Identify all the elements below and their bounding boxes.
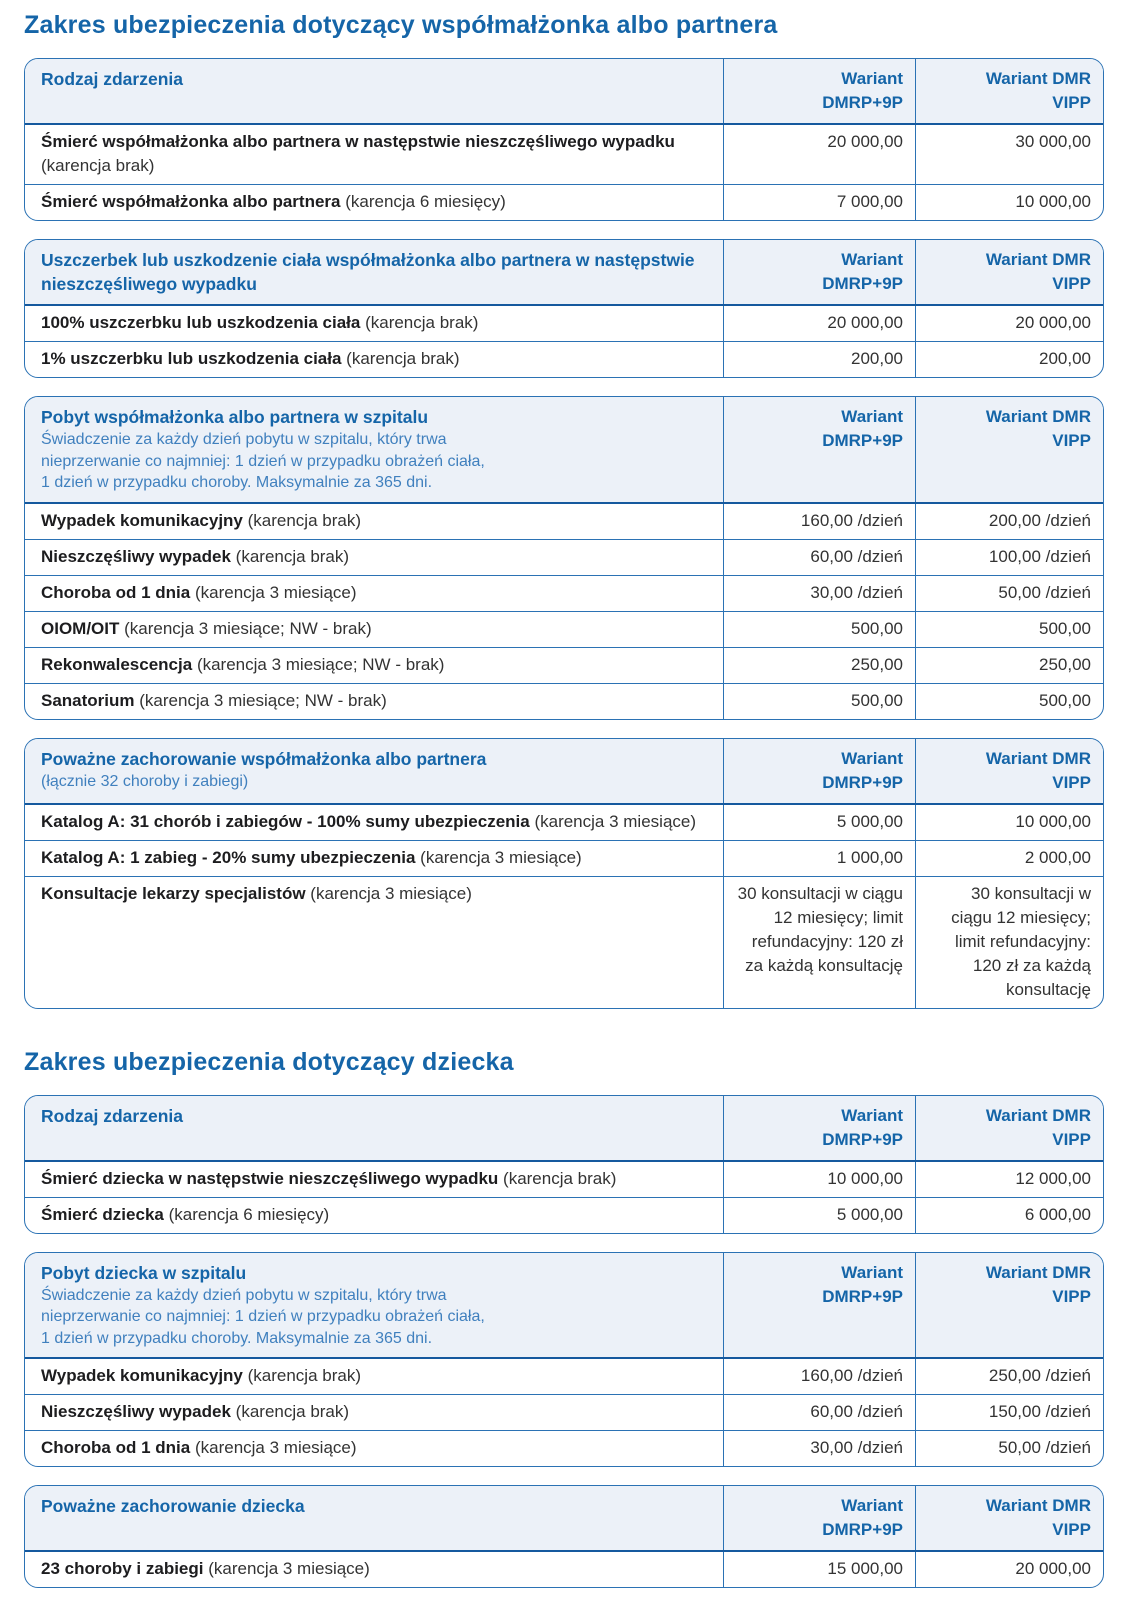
value-dmrp9p: 7 000,00 (723, 185, 915, 220)
column-header-variant-dmr-vipp (915, 397, 1103, 502)
value-dmr-vipp: 200,00 /dzień (915, 504, 1103, 539)
value-dmr-vipp: 50,00 /dzień (915, 1431, 1103, 1466)
row-label: Katalog A: 1 zabieg - 20% sumy ubezpieczenia (41, 847, 416, 867)
table-row (25, 647, 1103, 683)
table-subtitle-line: (łącznie 32 choroby i zabiegi) (41, 772, 249, 790)
column-header-line: DMRP+9P (822, 772, 903, 792)
value-dmr-vipp: 500,00 (915, 612, 1103, 647)
row-note: (karencja brak) (247, 510, 361, 530)
table-subtitle-line: 1 dzień w przypadku choroby. Maksymalnie za 365 dni. (41, 474, 433, 491)
table-header-row (25, 1486, 1103, 1552)
row-label-cell (25, 576, 723, 611)
value-dmrp9p: 250,00 (723, 648, 915, 683)
row-note: (karencja 3 miesiące) (420, 847, 582, 867)
value-dmrp9p: 20 000,00 (723, 125, 915, 184)
table-subtitle-line: nieprzerwanie co najmniej: 1 dzień w przypadku obrażeń ciała, (41, 1308, 485, 1325)
column-header-variant-dmr-vipp (915, 739, 1103, 803)
column-header-line: Wariant DMR (985, 250, 1091, 269)
value-dmr-vipp: 250,00 (915, 648, 1103, 683)
table-title-cell (25, 59, 723, 123)
value-dmrp9p: 160,00 /dzień (723, 504, 915, 539)
column-header-line: DMRP+9P (822, 431, 903, 450)
row-note: (karencja 3 miesiące) (194, 1438, 357, 1457)
value-dmr-vipp: 30 konsultacji w ciągu 12 miesięcy; limit refundacyjny: 120 zł za każdą konsultację (915, 877, 1103, 1008)
row-note: (karencja brak) (235, 1402, 350, 1421)
row-label: 1% uszczerbku lub uszkodzenia ciała (41, 349, 342, 368)
row-note: (karencja 6 miesięcy) (168, 1204, 330, 1224)
row-label-cell (25, 1395, 723, 1430)
row-note: (karencja 3 miesiące; NW - brak) (124, 618, 372, 638)
table-title: Poważne zachorowanie współmałżonka albo partnera (41, 748, 487, 769)
row-label-cell (25, 306, 723, 341)
value-dmr-vipp: 6 000,00 (915, 1198, 1103, 1233)
value-dmrp9p: 200,00 (723, 342, 915, 377)
column-header-line: VIPP (1052, 431, 1091, 450)
column-header-variant-dmrp9p (723, 240, 915, 304)
column-header-variant-dmrp9p (723, 1096, 915, 1160)
table-title: Uszczerbek lub uszkodzenie ciała współmałżonka albo partnera w następstwie nieszczęśliwego wypadku (41, 250, 695, 294)
row-label-cell (25, 540, 723, 575)
row-note: (karencja 3 miesiące) (534, 811, 697, 831)
column-header-line: DMRP+9P (822, 274, 903, 293)
column-header-line: VIPP (1052, 1129, 1091, 1149)
row-label: Nieszczęśliwy wypadek (41, 1402, 231, 1421)
row-label: 100% uszczerbku lub uszkodzenia ciała (41, 313, 361, 332)
column-header-line: Wariant (841, 1262, 903, 1282)
table-header-row (25, 240, 1103, 306)
table-header-row (25, 1096, 1103, 1162)
table-subtitle-line: Świadczenie za każdy dzień pobytu w szpitalu, który trwa (41, 1286, 447, 1304)
row-label: Śmierć dziecka w następstwie nieszczęśliwego wypadku (41, 1168, 499, 1188)
table-row (25, 184, 1103, 220)
value-dmrp9p: 160,00 /dzień (723, 1359, 915, 1394)
row-label: Wypadek komunikacyjny (41, 1366, 243, 1385)
row-label-cell (25, 125, 723, 184)
column-header-line: Wariant DMR (985, 69, 1091, 88)
row-label-cell (25, 1431, 723, 1466)
table-header-row (25, 739, 1103, 805)
row-note: (karencja brak) (41, 156, 155, 175)
value-dmr-vipp: 50,00 /dzień (915, 576, 1103, 611)
value-dmrp9p: 500,00 (723, 612, 915, 647)
row-note: (karencja 3 miesiące; NW - brak) (196, 654, 445, 674)
table-subtitle-line: Świadczenie za każdy dzień pobytu w szpitalu, który trwa (41, 431, 447, 448)
column-header-variant-dmr-vipp (915, 59, 1103, 123)
table-title: Rodzaj zdarzenia (41, 69, 183, 89)
value-dmrp9p: 60,00 /dzień (723, 1395, 915, 1430)
row-label: Wypadek komunikacyjny (41, 510, 243, 530)
row-note: (karencja brak) (346, 349, 460, 368)
row-label: Śmierć współmałżonka albo partnera w następstwie nieszczęśliwego wypadku (41, 132, 675, 151)
value-dmrp9p: 500,00 (723, 684, 915, 719)
value-dmr-vipp: 2 000,00 (915, 841, 1103, 876)
column-header-line: Wariant DMR (985, 407, 1091, 426)
column-header-line: Wariant DMR (985, 1262, 1091, 1282)
table-header-row (25, 397, 1103, 504)
table-row (25, 1430, 1103, 1466)
column-header-variant-dmrp9p (723, 739, 915, 803)
section-title-child: Zakres ubezpieczenia dotyczący dziecka (24, 1047, 514, 1076)
row-label-cell (25, 684, 723, 719)
column-header-line: Wariant (841, 250, 903, 269)
table-row (25, 575, 1103, 611)
row-label: Katalog A: 31 chorób i zabiegów - 100% sumy ubezpieczenia (41, 811, 530, 831)
column-header-line: Wariant DMR (985, 1496, 1091, 1515)
table-row (25, 805, 1103, 840)
table-header-row (25, 59, 1103, 125)
row-label: Nieszczęśliwy wypadek (41, 546, 231, 566)
value-dmrp9p: 1 000,00 (723, 841, 915, 876)
row-label: Choroba od 1 dnia (41, 1438, 191, 1457)
table-spouse-injury (24, 239, 1104, 378)
table-title: Rodzaj zdarzenia (41, 1105, 183, 1126)
table-child-serious-illness (24, 1485, 1104, 1588)
table-row (25, 840, 1103, 876)
table-row (25, 876, 1103, 1008)
row-label: Sanatorium (41, 690, 135, 710)
table-header-row (25, 1253, 1103, 1360)
table-spouse-event-type (24, 58, 1104, 221)
table-title: Pobyt współmałżonka albo partnera w szpitalu (41, 407, 429, 427)
table-row (25, 1394, 1103, 1430)
value-dmr-vipp: 100,00 /dzień (915, 540, 1103, 575)
value-dmr-vipp: 10 000,00 (915, 185, 1103, 220)
row-label-cell (25, 342, 723, 377)
row-note: (karencja 3 miesiące; NW - brak) (139, 690, 387, 710)
row-label-cell (25, 504, 723, 539)
value-dmrp9p: 10 000,00 (723, 1162, 915, 1197)
table-spouse-hospital-stay (24, 396, 1104, 720)
value-dmrp9p: 5 000,00 (723, 805, 915, 840)
table-row (25, 683, 1103, 719)
table-row (25, 539, 1103, 575)
column-header-variant-dmrp9p (723, 1486, 915, 1550)
table-row (25, 341, 1103, 377)
row-label-cell (25, 1162, 723, 1197)
column-header-variant-dmr-vipp (915, 1096, 1103, 1160)
table-title-cell (25, 739, 723, 803)
table-title-cell (25, 1253, 723, 1358)
row-label: Konsultacje lekarzy specjalistów (41, 883, 306, 903)
row-label-cell (25, 185, 723, 220)
column-header-variant-dmrp9p (723, 59, 915, 123)
table-row (25, 504, 1103, 539)
row-label-cell (25, 612, 723, 647)
column-header-line: Wariant DMR (985, 748, 1091, 768)
row-note: (karencja 3 miesiące) (310, 883, 472, 903)
column-header-line: VIPP (1052, 772, 1091, 792)
table-child-event-type (24, 1095, 1104, 1234)
column-header-variant-dmrp9p (723, 397, 915, 502)
column-header-line: VIPP (1052, 93, 1091, 112)
table-row (25, 125, 1103, 184)
row-label-cell (25, 877, 723, 1008)
row-label: OIOM/OIT (41, 618, 120, 638)
value-dmrp9p: 30,00 /dzień (723, 1431, 915, 1466)
column-header-line: Wariant (841, 748, 903, 768)
row-note: (karencja 3 miesiące) (208, 1559, 370, 1578)
row-note: (karencja brak) (365, 313, 479, 332)
row-label-cell (25, 1198, 723, 1233)
value-dmrp9p: 5 000,00 (723, 1198, 915, 1233)
value-dmrp9p: 30,00 /dzień (723, 576, 915, 611)
table-spouse-serious-illness (24, 738, 1104, 1009)
column-header-line: Wariant (841, 1105, 903, 1125)
value-dmrp9p: 60,00 /dzień (723, 540, 915, 575)
table-row (25, 306, 1103, 341)
value-dmr-vipp: 12 000,00 (915, 1162, 1103, 1197)
row-label-cell (25, 805, 723, 840)
column-header-line: Wariant (841, 407, 903, 426)
table-row (25, 611, 1103, 647)
column-header-line: Wariant (841, 69, 903, 88)
column-header-line: DMRP+9P (822, 93, 903, 112)
column-header-variant-dmrp9p (723, 1253, 915, 1358)
column-header-line: VIPP (1052, 274, 1091, 293)
value-dmr-vipp: 500,00 (915, 684, 1103, 719)
row-note: (karencja 3 miesiące) (194, 582, 357, 602)
row-label-cell (25, 841, 723, 876)
table-title: Poważne zachorowanie dziecka (41, 1496, 305, 1516)
row-label: Śmierć dziecka (41, 1204, 164, 1224)
value-dmr-vipp: 200,00 (915, 342, 1103, 377)
value-dmrp9p: 15 000,00 (723, 1552, 915, 1587)
table-row (25, 1359, 1103, 1394)
value-dmr-vipp: 20 000,00 (915, 306, 1103, 341)
table-child-hospital-stay (24, 1252, 1104, 1468)
column-header-line: Wariant DMR (985, 1105, 1091, 1125)
table-row (25, 1552, 1103, 1587)
table-title-cell (25, 1096, 723, 1160)
table-subtitle-line: 1 dzień w przypadku choroby. Maksymalnie za 365 dni. (41, 1329, 433, 1347)
column-header-line: DMRP+9P (822, 1520, 903, 1539)
column-header-line: DMRP+9P (822, 1286, 903, 1306)
value-dmr-vipp: 20 000,00 (915, 1552, 1103, 1587)
table-row (25, 1162, 1103, 1197)
table-title-cell (25, 240, 723, 304)
row-note: (karencja brak) (503, 1168, 617, 1188)
value-dmrp9p: 20 000,00 (723, 306, 915, 341)
table-row (25, 1197, 1103, 1233)
value-dmr-vipp: 150,00 /dzień (915, 1395, 1103, 1430)
row-label: Śmierć współmałżonka albo partnera (41, 192, 341, 211)
value-dmrp9p: 30 konsultacji w ciągu 12 miesięcy; limit refundacyjny: 120 zł za każdą konsultację (723, 877, 915, 1008)
column-header-line: VIPP (1052, 1520, 1091, 1539)
row-note: (karencja brak) (247, 1366, 361, 1385)
column-header-line: VIPP (1052, 1286, 1091, 1306)
table-subtitle-line: nieprzerwanie co najmniej: 1 dzień w przypadku obrażeń ciała, (41, 452, 485, 470)
value-dmr-vipp: 250,00 /dzień (915, 1359, 1103, 1394)
row-note: (karencja brak) (235, 546, 350, 566)
row-label-cell (25, 1552, 723, 1587)
row-label-cell (25, 1359, 723, 1394)
table-title-cell (25, 397, 723, 502)
row-label: 23 choroby i zabiegi (41, 1559, 204, 1578)
row-label: Rekonwalescencja (41, 654, 193, 674)
value-dmr-vipp: 10 000,00 (915, 805, 1103, 840)
table-title-cell (25, 1486, 723, 1550)
column-header-line: Wariant (841, 1496, 903, 1515)
row-label: Choroba od 1 dnia (41, 582, 191, 602)
row-label-cell (25, 648, 723, 683)
column-header-variant-dmr-vipp (915, 1253, 1103, 1358)
column-header-variant-dmr-vipp (915, 1486, 1103, 1550)
row-note: (karencja 6 miesięcy) (345, 192, 506, 211)
table-title: Pobyt dziecka w szpitalu (41, 1262, 247, 1283)
section-title-spouse: Zakres ubezpieczenia dotyczący współmałżonka albo partnera (24, 11, 778, 39)
column-header-line: DMRP+9P (822, 1129, 903, 1149)
column-header-variant-dmr-vipp (915, 240, 1103, 304)
value-dmr-vipp: 30 000,00 (915, 125, 1103, 184)
